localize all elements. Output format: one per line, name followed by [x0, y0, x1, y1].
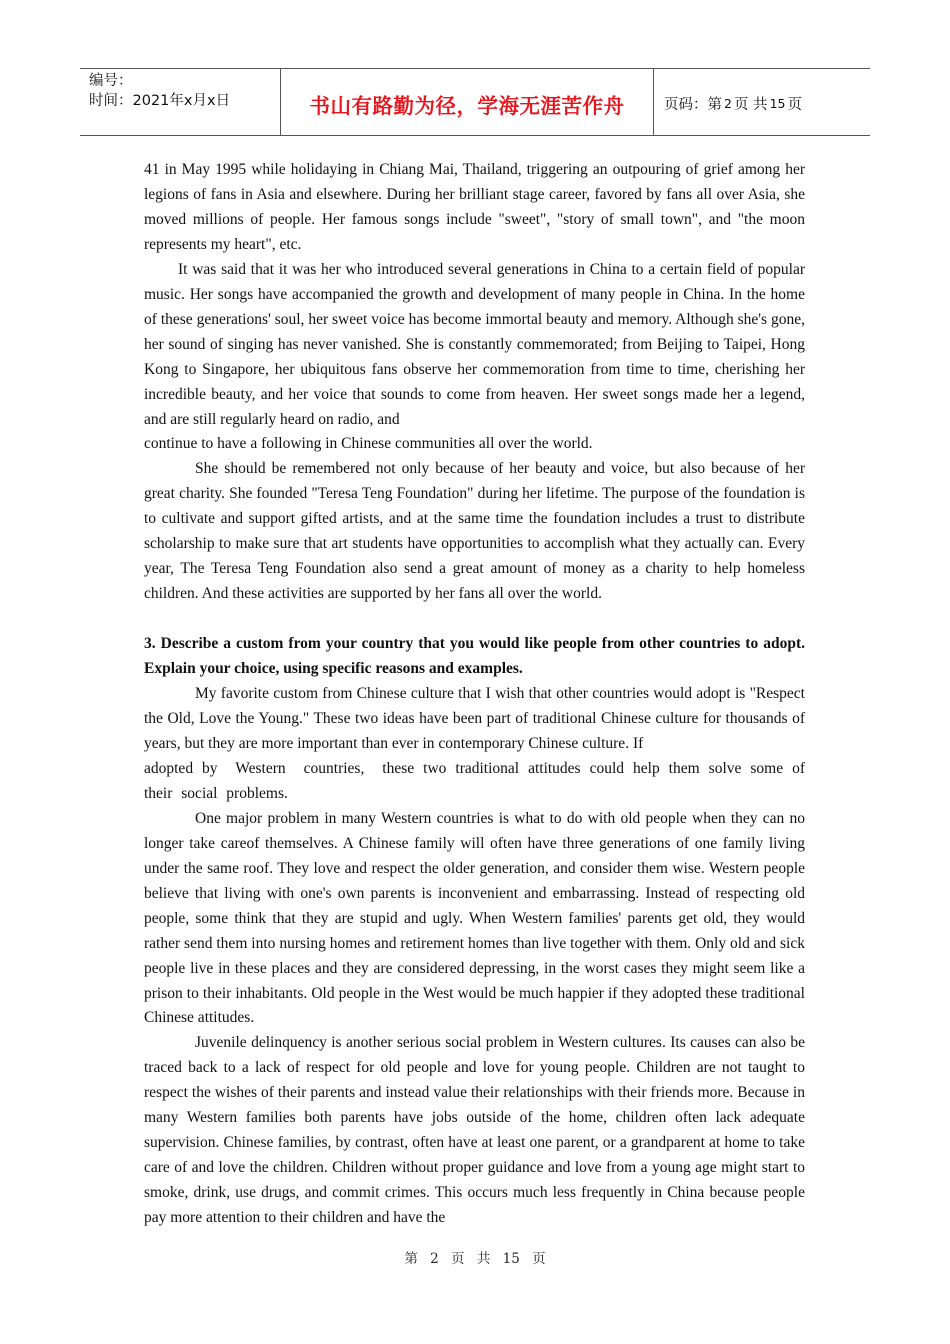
header-motto: 书山有路勤为径，学海无涯苦作舟	[281, 69, 654, 135]
question-heading: 3. Describe a custom from your country that you would like people from other countries to adopt. Explain your choice, using specific reasons and examples.	[144, 635, 805, 678]
footer-ye-end: 页	[532, 1251, 546, 1267]
page-header	[80, 68, 870, 136]
header-meta	[80, 69, 281, 135]
paragraph-5: One major problem in many Western countries is what to do with old people when they can no longer take careof themselves. A Chinese family will often have three generations of one family living under the same roof. They love and respect the older generation, and consider them wise. Western people believe that living with one's own parents is inconvenient and embarrassing. Instead of respecting old people, some think that they are stupid and ugly. When Western families' parents get old, they would rather send them into nursing homes and retirement homes than live together with them. Only old and sick people live in these places and they are considered depressing, in the worst cases they might seem like a prison to their inhabitants. Old people in the West would be much happier if they adopted these traditional Chinese attitudes.	[144, 809, 805, 1027]
footer-ye: 页	[451, 1251, 465, 1267]
footer-di: 第	[404, 1251, 418, 1267]
date-label: 时间：2021年x月x日	[89, 93, 231, 109]
paragraph-3: She should be remembered not only because of her beauty and voice, but also because of her great charity. She founded "Teresa Teng Foundation" during her lifetime. The purpose of the foundation is to cultivate and support gifted artists, and at the same time the foundation includes a trust to distribute scholarship to make sure that art students have opportunities to accomplish what they actually can. Every year, The Teresa Teng Foundation also send a great amount of money as a charity to help homeless children. And these activities are supported by her fans all over the world.	[144, 460, 805, 603]
paragraph-4: My favorite custom from Chinese culture that I wish that other countries would adopt is "Respect the Old, Love the Young." These two ideas have been part of traditional Chinese culture for thousands of years, but they are more important than ever in contemporary Chinese culture. If	[144, 685, 805, 752]
paragraph-1: 41 in May 1995 while holidaying in Chiang Mai, Thailand, triggering an outpouring of grief among her legions of fans in Asia and elsewhere. During her brilliant stage career, favored by fans all over Asia, she moved millions of people. Her famous songs include "sweet", "story of small town", and "the moon represents my heart", etc.	[144, 161, 805, 253]
page-mid: 页 共	[733, 96, 768, 113]
header-page-info	[654, 69, 870, 135]
page-total: 15	[769, 95, 786, 111]
page-footer	[0, 1247, 950, 1267]
paragraph-4-end: adopted by Western countries, these two traditional attitudes could help them solve some of their social problems.	[144, 759, 814, 802]
paragraph-6: Juvenile delinquency is another serious social problem in Western cultures. Its causes can also be traced back to a lack of respect for old people and love for young people. Children are not taught to respect the wishes of their parents and instead value their relationships with their friends more. Because in many Western families both parents have jobs outside of the home, children often lack adequate supervision. Chinese families, by contrast, often have at least one parent, or a grandparent at home to take care of and love the children. Children without proper guidance and love from a young age might start to smoke, drink, use drugs, and commit crimes. This occurs much less frequently in China because people pay more attention to their children and have the	[144, 1034, 805, 1227]
footer-current-page: 2	[430, 1251, 439, 1267]
footer-gong: 共	[476, 1251, 491, 1267]
serial-number-label: 编号：	[89, 73, 133, 89]
page-current: 2	[724, 95, 732, 111]
document-body	[144, 158, 814, 1231]
footer-total-pages: 15	[502, 1251, 520, 1267]
page-label: 页码：第	[664, 96, 722, 113]
paragraph-2: It was said that it was her who introduced several generations in China to a certain field of popular music. Her songs have accompanied the growth and development of many people in China. In the home of these generations' soul, her sweet voice has become immortal beauty and memory. Although she's gone, her sound of singing has never vanished. She is constantly commemorated; from Beijing to Taipei, Hong Kong to Singapore, her ubiquitous fans observe her commemoration from time to time, cherishing her incredible beauty, and her voice that sounds to come from heaven. Her sweet songs made her a legend, and are still regularly heard on radio, and	[144, 260, 805, 428]
page-end: 页	[787, 96, 802, 113]
paragraph-2-end: continue to have a following in Chinese communities all over the world.	[144, 435, 593, 453]
